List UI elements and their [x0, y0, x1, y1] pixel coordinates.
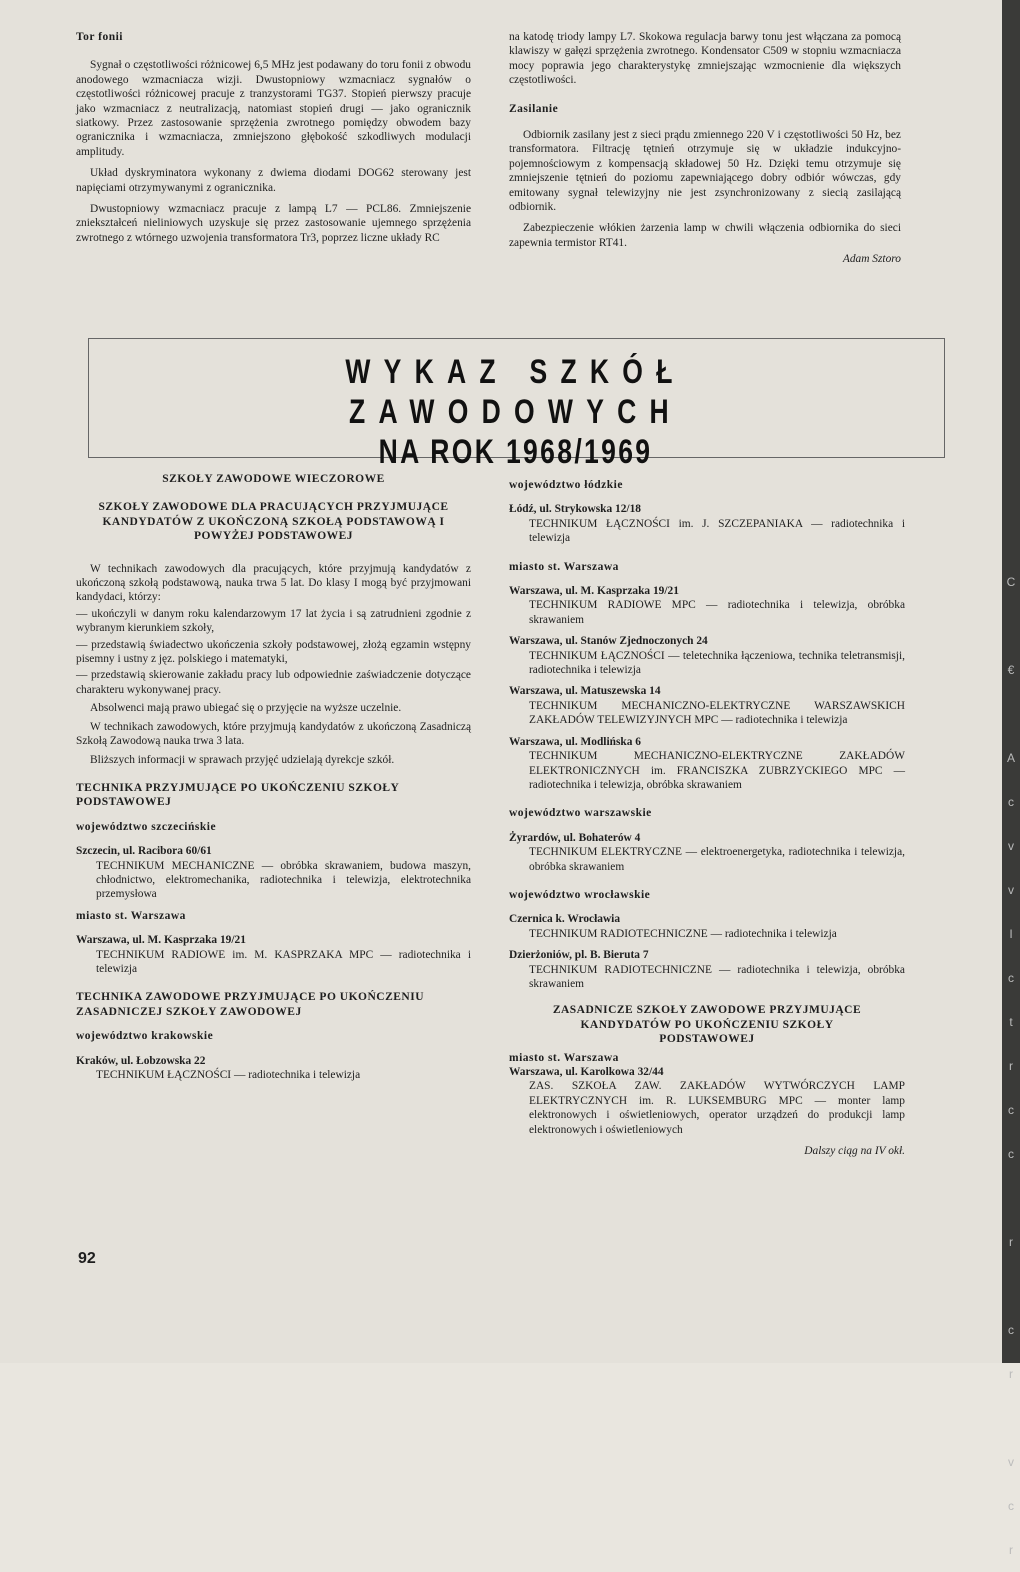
school-name: ZAS. SZKOŁA ZAW. ZAKŁADÓW WYTWÓRCZYCH LAMP ELEKTRYCZNYCH im. R. LUKSEMBURG MPC — monter lamp elektronowych i oświetleniowych, operator urządzeń do produkcji lamp elektronowych i oświetleniowych — [529, 1080, 905, 1136]
school-entry — [76, 1054, 471, 1083]
paragraph: na katodę triody lampy L7. Skokowa regulacja barwy tonu jest włączana za pomocą klawiszy w gałęzi sprzężenia zwrotnego. Kondensator C509 w stopniu wzmacniacza mocy poprawia jego charakterystykę zmniejszając wzmocnienie dla większych częstotliwości. — [509, 31, 901, 87]
section-heading: ZASADNICZE SZKOŁY ZAWODOWE PRZYJMUJĄCE KANDYDATÓW PO UKOŃCZENIU SZKOŁY PODSTAWOWEJ — [552, 1004, 862, 1046]
banner-line-1: WYKAZ SZKÓŁ ZAWODOWYCH — [345, 353, 686, 431]
paragraph: Dwustopniowy wzmacniacz pracuje z lampą L7 — PCL86. Zmniejszenie zniekształceń nieliniowych uzyskuje się przez zastosowanie ujemnego sprzężenia zwrotnego z wtórnego uzwojenia transformatora Tr3, poprzez liczne układy RC — [76, 203, 471, 244]
list-item: — ukończyli w danym roku kalendarzowym 17 lat życia i są zatrudnieni zgodnie z wybranym kierunkiem szkoły, — [76, 607, 471, 635]
school-name: TECHNIKUM MECHANICZNO-ELEKTRYCZNE WARSZAWSKICH ZAKŁADÓW TELEWIZYJNYCH MPC — radiotechnika i telewizja — [529, 699, 905, 727]
school-name: TECHNIKUM MECHANICZNO-ELEKTRYCZNE ZAKŁADÓW ELEKTRONICZNYCH im. FRANCISZKA ZUBRZYCKIEGO MPC — radiotechnika i telewizja, obróbka skrawaniem — [529, 750, 905, 791]
school-address: Warszawa, ul. M. Kasprzaka 19/21 — [76, 934, 246, 947]
school-address: Łódź, ul. Strykowska 12/18 — [509, 503, 641, 516]
school-address: Warszawa, ul. M. Kasprzaka 19/21 — [509, 585, 679, 598]
section-heading: SZKOŁY ZAWODOWE WIECZOROWE — [162, 473, 385, 485]
school-address: Kraków, ul. Łobzowska 22 — [76, 1054, 206, 1067]
school-address: Czernica k. Wrocławia — [509, 913, 621, 926]
region-heading: województwo warszawskie — [509, 807, 652, 820]
paragraph: W technikach zawodowych, które przyjmują kandydatów z ukończoną Zasadniczą Szkołą Zawodową nauka trwa 3 lata. — [76, 720, 471, 748]
school-name: TECHNIKUM MECHANICZNE — obróbka skrawaniem, budowa maszyn, chłodnictwo, elektromechanika, radiotechnika i telewizja, elektrotechnika przemysłowa — [96, 859, 471, 901]
school-entry — [509, 912, 905, 941]
school-name: TECHNIKUM ŁĄCZNOŚCI im. J. SZCZEPANIAKA — radiotechnika i telewizja — [529, 517, 905, 545]
section-heading: SZKOŁY ZAWODOWE DLA PRACUJĄCYCH PRZYJMUJĄCE KANDYDATÓW Z UKOŃCZONĄ SZKOŁĄ PODSTAWOWĄ I POWYŻEJ PODSTAWOWEJ — [98, 501, 449, 543]
section-heading-tor-fonii: Tor fonii — [76, 31, 124, 43]
school-address: Warszawa, ul. Matuszewska 14 — [509, 685, 661, 698]
paragraph: Zabezpieczenie włókien żarzenia lamp w chwili włączenia odbiornika do sieci zapewnia termistor RT41. — [509, 222, 901, 249]
region-heading: województwo łódzkie — [509, 479, 623, 491]
section-heading: TECHNIKA ZAWODOWE PRZYJMUJĄCE PO UKOŃCZENIU ZASADNICZEJ SZKOŁY ZAWODOWEJ — [76, 991, 424, 1018]
top-right-column — [509, 30, 901, 267]
paragraph: W technikach zawodowych dla pracujących, które przyjmują kandydatów z ukończoną szkołą podstawową, nauka trwa 5 lat. Do klasy I mogą być przyjmowani kandydaci, którzy: — [76, 562, 471, 604]
banner-title — [88, 352, 943, 472]
school-address: Warszawa, ul. Karolkowa 32/44 — [509, 1066, 664, 1078]
school-entry — [509, 735, 905, 793]
school-entry — [509, 684, 905, 727]
school-address: Żyrardów, ul. Bohaterów 4 — [509, 831, 641, 844]
list-item: — przedstawią świadectwo ukończenia szkoły podstawowej, złożą egzamin wstępny pisemny i ustny z jęz. polskiego i matematyki, — [76, 638, 471, 666]
region-heading: województwo krakowskie — [76, 1030, 214, 1043]
school-address: Warszawa, ul. Stanów Zjednoczonych 24 — [509, 635, 708, 648]
section-heading: TECHNIKA PRZYJMUJĄCE PO UKOŃCZENIU SZKOŁY PODSTAWOWEJ — [76, 781, 399, 809]
paragraph: Sygnał o częstotliwości różnicowej 6,5 MHz jest podawany do toru fonii z obwodu anodowego wzmacniacza wizji. Dwustopniowy wzmacniacz sygnałów o częstotliwości różnicowej pracuje z tranzystorami TG37. Stopień pierwszy pracuje jako wzmacniacz z neutralizacją, natomiast stopień drugi — jako ogranicznik siatkowy. Przez zastosowanie sprzężenia zwrotnego pomiędzy obwodem bazy ogranicznika i wzmacniacza, zmniejszono głębokość szkodliwych modulacji amplitudy. — [76, 59, 471, 158]
region-heading: województwo szczecińskie — [76, 820, 217, 833]
school-name: TECHNIKUM RADIOTECHNICZNE — radiotechnika i telewizja, obróbka skrawaniem — [529, 963, 905, 990]
region-heading: miasto st. Warszawa — [76, 909, 186, 922]
paragraph: Bliższych informacji w sprawach przyjęć udzielają dyrekcje szkół. — [90, 753, 395, 766]
region-heading: miasto st. Warszawa — [509, 560, 619, 573]
paragraph: Absolwenci mają prawo ubiegać się o przyjęcie na wyższe uczelnie. — [90, 702, 402, 715]
paragraph: Odbiornik zasilany jest z sieci prądu zmiennego 220 V i częstotliwości 50 Hz, bez transformatora. Filtrację tętnień otrzymuje się w układzie indukcyjno-pojemnościowym z kompensacją składowej 50 Hz. Dzięki temu otrzymuje się zmniejszenie tętnień do poziomu zapewniającego dobry odbiór wówczas, gdy emitowany sygnał telewizyjny nie jest zsynchronizowany z siecią zasilającą odbiornik. — [509, 129, 901, 214]
school-name: TECHNIKUM RADIOTECHNICZNE — radiotechnika i telewizja — [529, 927, 837, 940]
school-name: TECHNIKUM ELEKTRYCZNE — elektroenergetyka, radiotechnika i telewizja, obróbka skrawaniem — [529, 846, 905, 873]
bottom-right-column — [509, 478, 905, 1158]
banner-line-2: NA ROK 1968/1969 — [378, 433, 653, 471]
school-entry — [76, 933, 471, 976]
region-heading: miasto st. Warszawa — [509, 1051, 619, 1064]
school-name: TECHNIKUM ŁĄCZNOŚCI — radiotechnika i telewizja — [96, 1069, 361, 1081]
school-entry — [509, 948, 905, 991]
page-number: 92 — [78, 1250, 96, 1267]
adjacent-page-letters: C € A c v v I c t r c c r c r v c r — [1006, 575, 1016, 1557]
school-name: TECHNIKUM RADIOWE MPC — radiotechnika i telewizja, obróbka skrawaniem — [529, 599, 905, 626]
school-entry — [509, 831, 905, 874]
school-name: TECHNIKUM RADIOWE im. M. KASPRZAKA MPC — radiotechnika i telewizja — [96, 948, 471, 975]
school-entry — [509, 502, 905, 545]
author-signature: Adam Sztoro — [842, 253, 901, 266]
school-entry — [509, 584, 905, 627]
section-heading-zasilanie: Zasilanie — [509, 102, 559, 115]
list-item: — przedstawią skierowanie zakładu pracy lub odpowiednie zaświadczenie dotyczące charakteru wykonywanej pracy. — [76, 669, 471, 696]
school-name: TECHNIKUM ŁĄCZNOŚCI — teletechnika łączeniowa, technika teletransmisji, radiotechnika i telewizja — [529, 649, 905, 677]
continuation-note: Dalszy ciąg na IV okł. — [804, 1145, 905, 1158]
school-address: Warszawa, ul. Modlińska 6 — [509, 735, 641, 748]
top-left-column — [76, 30, 471, 252]
school-entry — [509, 1065, 905, 1137]
school-address: Szczecin, ul. Racibora 60/61 — [76, 845, 212, 858]
paragraph: Układ dyskryminatora wykonany z dwiema diodami DOG62 sterowany jest napięciami otrzymywanymi z ogranicznika. — [76, 167, 471, 194]
region-heading: województwo wrocławskie — [509, 888, 651, 901]
bottom-left-column — [76, 472, 471, 1089]
school-entry — [76, 844, 471, 902]
school-entry — [509, 634, 905, 677]
school-address: Dzierżoniów, pl. B. Bieruta 7 — [509, 949, 649, 962]
